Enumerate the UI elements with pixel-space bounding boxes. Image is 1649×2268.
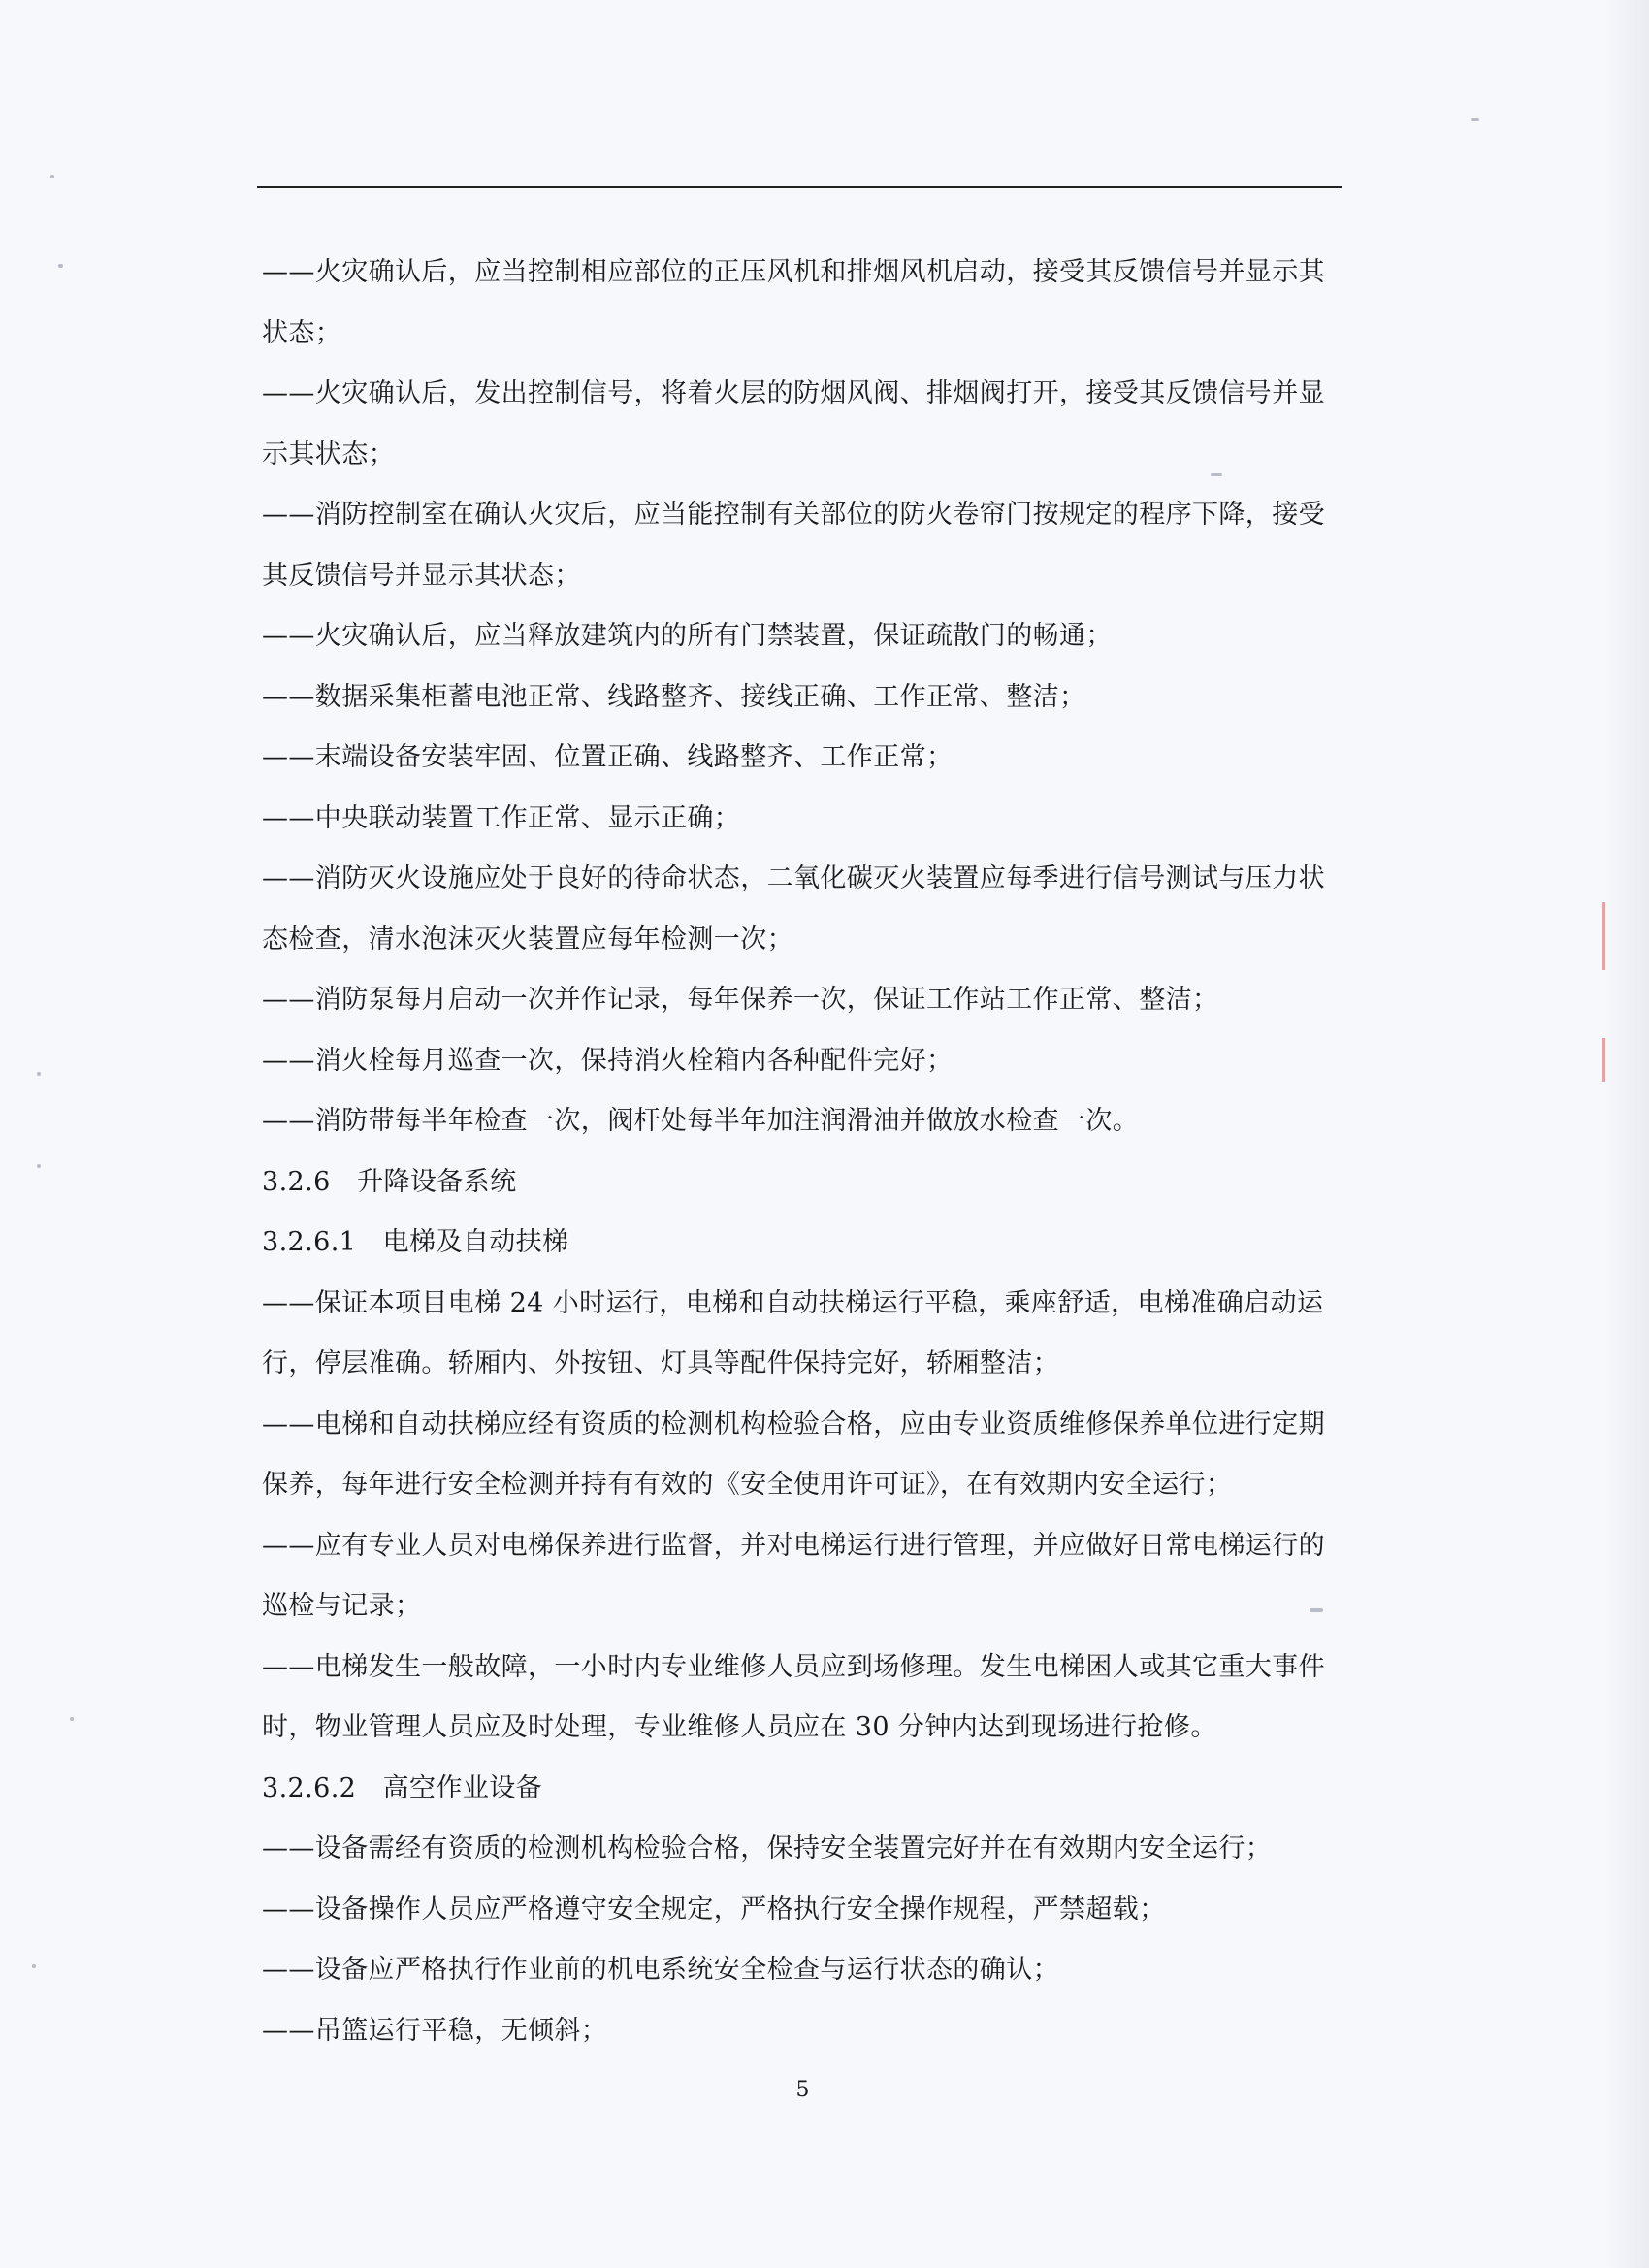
text-line: ——数据采集柜蓄电池正常、线路整齐、接线正确、工作正常、整洁； [262,681,1086,712]
text-line: ——消防泵每月启动一次并作记录，每年保养一次，保证工作站工作正常、整洁； [262,985,1219,1015]
scan-speck [37,1164,41,1168]
text-line: ——保证本项目电梯 24 小时运行，电梯和自动扶梯运行平稳，乘座舒适，电梯准确启动运 [262,1287,1324,1318]
text-line: ——消防控制室在确认火灾后，应当能控制有关部位的防火卷帘门按规定的程序下降，接受 [262,500,1325,530]
text-line: 态检查，清水泡沫灭火装置应每年检测一次； [262,923,793,955]
text-line: 状态； [262,317,342,348]
document-body [262,243,1343,2061]
text-line: ——中央联动装置工作正常、显示正确； [262,802,741,833]
text-line: 行，停层准确。轿厢内、外按钮、灯具等配件保持完好，轿厢整洁； [262,1348,1059,1378]
scan-edge-shadow [1604,0,1649,2268]
text-line: 巡检与记录； [262,1591,422,1621]
text-line: ——消防灭火设施应处于良好的待命状态，二氧化碳灭火装置应每季进行信号测试与压力状 [262,863,1325,893]
text-line: ——电梯发生一般故障，一小时内专业维修人员应到场修理。发生电梯困人或其它重大事件 [262,1651,1325,1682]
text-line: ——末端设备安装牢固、位置正确、线路整齐、工作正常； [262,742,954,772]
text-line: 保养，每年进行安全检测并持有有效的《安全使用许可证》，在有效期内安全运行； [262,1470,1233,1500]
scan-speck [58,264,63,268]
text-line: ——火灾确认后，应当释放建筑内的所有门禁装置，保证疏散门的畅通； [262,621,1113,651]
text-line: ——吊篮运行平稳，无倾斜； [262,2015,608,2046]
text-line: ——设备应严格执行作业前的机电系统安全检查与运行状态的确认； [262,1955,1059,1985]
scan-speck [1471,118,1479,121]
text-line: ——设备需经有资质的检测机构检验合格，保持安全装置完好并在有效期内安全运行； [262,1833,1273,1863]
scan-edge-mark [1602,1038,1605,1082]
text-line: ——消火栓每月巡查一次，保持消火栓箱内各种配件完好； [262,1045,954,1076]
text-line: 其反馈信号并显示其状态； [262,560,581,591]
header-rule [257,186,1342,188]
text-line: ——电梯和自动扶梯应经有资质的检测机构检验合格，应由专业资质维修保养单位进行定期 [262,1409,1325,1440]
subsection-heading: 3.2.6.2 高空作业设备 [262,1772,543,1803]
page-number: 5 [795,2078,810,2102]
scan-speck [37,1072,41,1076]
text-line: ——设备操作人员应严格遵守安全规定，严格执行安全操作规程，严禁超载； [262,1894,1166,1925]
scan-speck [32,1964,36,1968]
subsection-heading: 3.2.6.1 电梯及自动扶梯 [262,1227,569,1257]
text-line: ——火灾确认后，应当控制相应部位的正压风机和排烟风机启动，接受其反馈信号并显示其 [262,257,1325,287]
scan-edge-mark [1602,902,1605,970]
text-line: ——火灾确认后，发出控制信号，将着火层的防烟风阀、排烟阀打开，接受其反馈信号并显 [262,378,1325,408]
text-line: 时，物业管理人员应及时处理，专业维修人员应在 30 分钟内达到现场进行抢修。 [262,1712,1217,1742]
text-line: 示其状态； [262,438,395,470]
section-heading: 3.2.6 升降设备系统 [262,1166,517,1197]
text-line: ——应有专业人员对电梯保养进行监督，并对电梯运行进行管理，并应做好日常电梯运行的 [262,1530,1325,1561]
scan-speck [50,175,54,178]
scan-speck [70,1717,74,1721]
text-line: ——消防带每半年检查一次，阀杆处每半年加注润滑油并做放水检查一次。 [262,1106,1140,1136]
